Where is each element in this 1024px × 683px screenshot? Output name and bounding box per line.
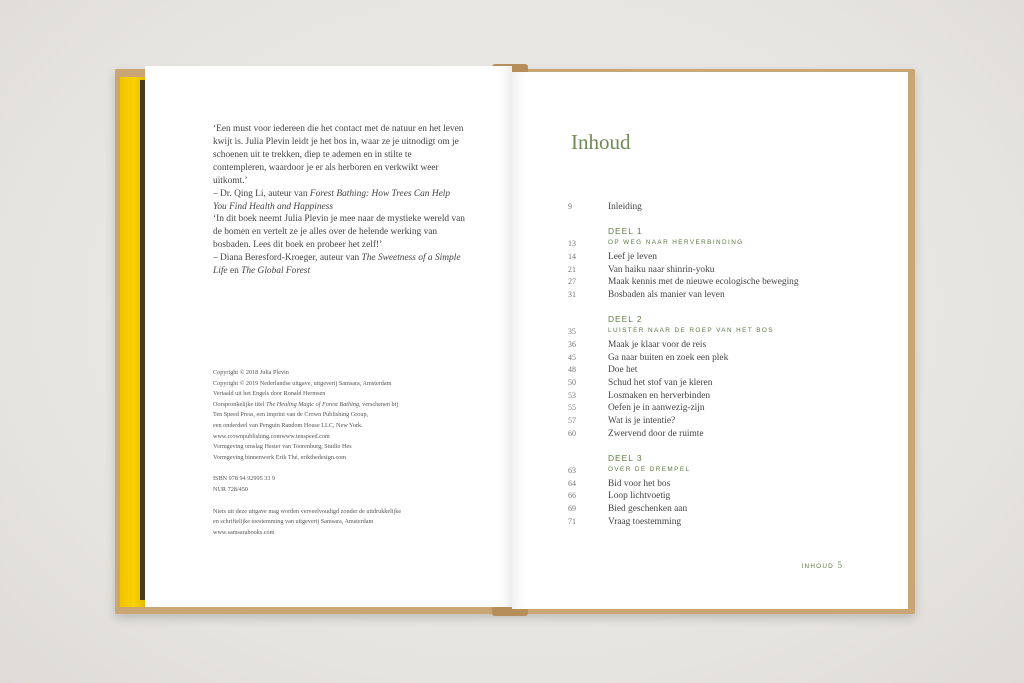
quote-1 (213, 123, 465, 214)
toc-page-number: 64 (568, 478, 576, 488)
nur-code: NUR 728/450 (213, 485, 248, 493)
colophon-line (213, 400, 453, 411)
toc-label: Wat is je intentie? (608, 416, 676, 427)
toc-section-heading (568, 466, 878, 479)
right-page (512, 72, 908, 609)
quote-2-attr-title-1: The Sweetness of a Simple Life (213, 253, 461, 276)
toc-label: Maak kennis met de nieuwe ecologische beweging (608, 277, 799, 288)
toc-page-number: 66 (568, 491, 576, 501)
toc-page-number: 35 (568, 327, 576, 337)
toc-part-heading (568, 314, 878, 327)
colophon-line: Vormgeving binnenwerk Erik Thé, erikthedesign.com (213, 453, 347, 461)
isbn: ISBN 978 94 92995 33 9 (213, 475, 276, 483)
toc-label: Loop lichtvoetig (608, 491, 671, 502)
toc-entry (568, 517, 878, 530)
toc-entry (568, 378, 878, 391)
toc-entry (568, 252, 878, 265)
page-number: 5 (837, 560, 842, 570)
quote-2-attribution (213, 252, 465, 278)
toc-label: Vraag toestemming (608, 516, 682, 527)
toc-part-heading (568, 226, 878, 239)
publisher-website: www.samsarabooks.com (213, 528, 275, 536)
colophon-original-title: The Healing Magic of Forest Bathing (265, 400, 360, 408)
toc-entry (568, 416, 878, 429)
toc-label: Ga naar buiten en zoek een plek (608, 352, 729, 363)
toc-page-number: 13 (568, 239, 576, 249)
colophon-spacer (213, 463, 453, 474)
toc-label: Leef je leven (608, 251, 657, 262)
toc-page-number: 31 (568, 290, 576, 299)
colophon (213, 368, 453, 538)
toc-label: DEEL 2 (608, 313, 643, 324)
colophon-spacer (213, 496, 453, 507)
colophon-line: Vormgeving omslag Hester van Toorenburg, Studio Hes (213, 443, 352, 451)
quote-2-attr-prefix: – Diana Beresford-Kroeger, auteur van (213, 253, 362, 263)
colophon-line: Copyright © 2018 Julia Plevin (213, 369, 289, 376)
toc-label: OP WEG NAAR HERVERBINDING (608, 239, 744, 247)
quote-1-attr-title: Forest Bathing: How Trees Can Help You Find Health and Happiness (213, 189, 451, 212)
toc-label: LUISTER NAAR DE ROEP VAN HET BOS (608, 327, 774, 335)
toc-page-number: 55 (568, 403, 576, 413)
colophon-line: Ten Speed Press, een imprint van de Crown Publishing Group, (213, 411, 369, 419)
colophon-line: Vertaald uit het Engels door Ronald Hermsen (213, 390, 326, 398)
toc-label: OVER DE DREMPEL (608, 466, 691, 473)
quote-1-attribution (213, 188, 465, 214)
colophon-text: , verschenen bij (359, 400, 399, 408)
toc-page-number: 50 (568, 378, 576, 387)
toc-page-number: 45 (568, 352, 576, 362)
running-foot: INHOUD (801, 563, 834, 570)
toc-entry (568, 391, 878, 404)
toc-section-heading (568, 239, 878, 252)
toc-entry (568, 429, 878, 442)
toc-label: Maak je klaar voor de reis (608, 339, 707, 350)
toc-page-number: 27 (568, 277, 576, 287)
toc-page-number: 60 (568, 428, 576, 438)
toc-page-number: 9 (568, 202, 572, 211)
toc-label: Losmaken en herverbinden (608, 390, 711, 401)
toc-entry (568, 365, 878, 378)
colophon-line: een onderdeel van Penguin Random House LLC, New York. (213, 421, 363, 429)
toc-page-number: 48 (568, 365, 576, 375)
colophon-line: www.crownpublishing.comwww.tenspeed.com (213, 432, 330, 440)
toc-label: Zwervend door de ruimte (608, 428, 704, 439)
toc-entry (568, 265, 878, 278)
toc-page-number: 57 (568, 416, 576, 426)
toc-part-heading (568, 453, 878, 466)
left-page (145, 66, 512, 607)
toc-page-number: 69 (568, 504, 576, 514)
toc-label: Bosbaden als manier van leven (608, 290, 725, 300)
quote-2-text: ‘In dit boek neemt Julia Plevin je mee naar de mystieke wereld van de bomen en vertelt ze je alles over de helende werking van bosbaden. Lees dit boek en probeer het zelf!’ (213, 214, 465, 250)
toc-label: Doe het (608, 365, 638, 376)
rights-line: en schriftelijke toestemming van uitgeverij Samsara, Amsterdam (213, 518, 374, 526)
toc-entry (568, 491, 878, 504)
quote-1-attr-prefix: – Dr. Qing Li, auteur van (213, 189, 310, 199)
toc-entry (568, 403, 878, 416)
toc-entry (568, 353, 878, 366)
toc-entry (568, 340, 878, 353)
toc-label: Bid voor het bos (608, 478, 671, 489)
toc-page-number: 21 (568, 264, 576, 274)
toc-label: DEEL 3 (608, 452, 643, 463)
quote-2 (213, 213, 465, 278)
colophon-line: Copyright © 2019 Nederlandse uitgave, uitgeverij Samsara, Amsterdam (213, 379, 392, 387)
colophon-text: Oorspronkelijke titel (213, 400, 266, 408)
rights-line: Niets uit deze uitgave mag worden verveelvoudigd zonder de uitdrukkelijke (213, 507, 402, 515)
toc-section-heading (568, 327, 878, 340)
toc-label: Schud het stof van je kleren (608, 378, 713, 388)
quote-1-text: ‘Een must voor iedereen die het contact met de natuur en het leven kwijt is. Julia Plevin leidt je het bos in, waar ze je uitnodigt om je schoenen uit te trekken, diep te ademen en in stilte te contempleren, waardoor je er als herboren en verkwikt weer uitkomt.’ (213, 124, 464, 186)
toc-entry (568, 202, 878, 215)
toc-page-number: 71 (568, 516, 576, 526)
toc-entry (568, 504, 878, 517)
toc-entry (568, 290, 878, 303)
toc-page-number: 36 (568, 339, 576, 349)
toc-label: Van haiku naar shinrin-yoku (608, 264, 715, 275)
toc-entry (568, 479, 878, 492)
toc-page-number: 14 (568, 251, 576, 261)
toc-label: DEEL 1 (608, 225, 643, 236)
toc-entry (568, 277, 878, 290)
toc-page-number: 63 (568, 466, 576, 475)
quote-2-attr-title-2: The Global Forest (241, 266, 311, 276)
toc-title: Inhoud (571, 130, 631, 154)
toc-label: Inleiding (608, 202, 642, 212)
toc-page-number: 53 (568, 390, 576, 400)
toc-label: Bied geschenken aan (608, 504, 688, 515)
quote-2-attr-mid: en (227, 266, 242, 276)
toc-label: Oefen je in aanwezig-zijn (608, 403, 705, 414)
